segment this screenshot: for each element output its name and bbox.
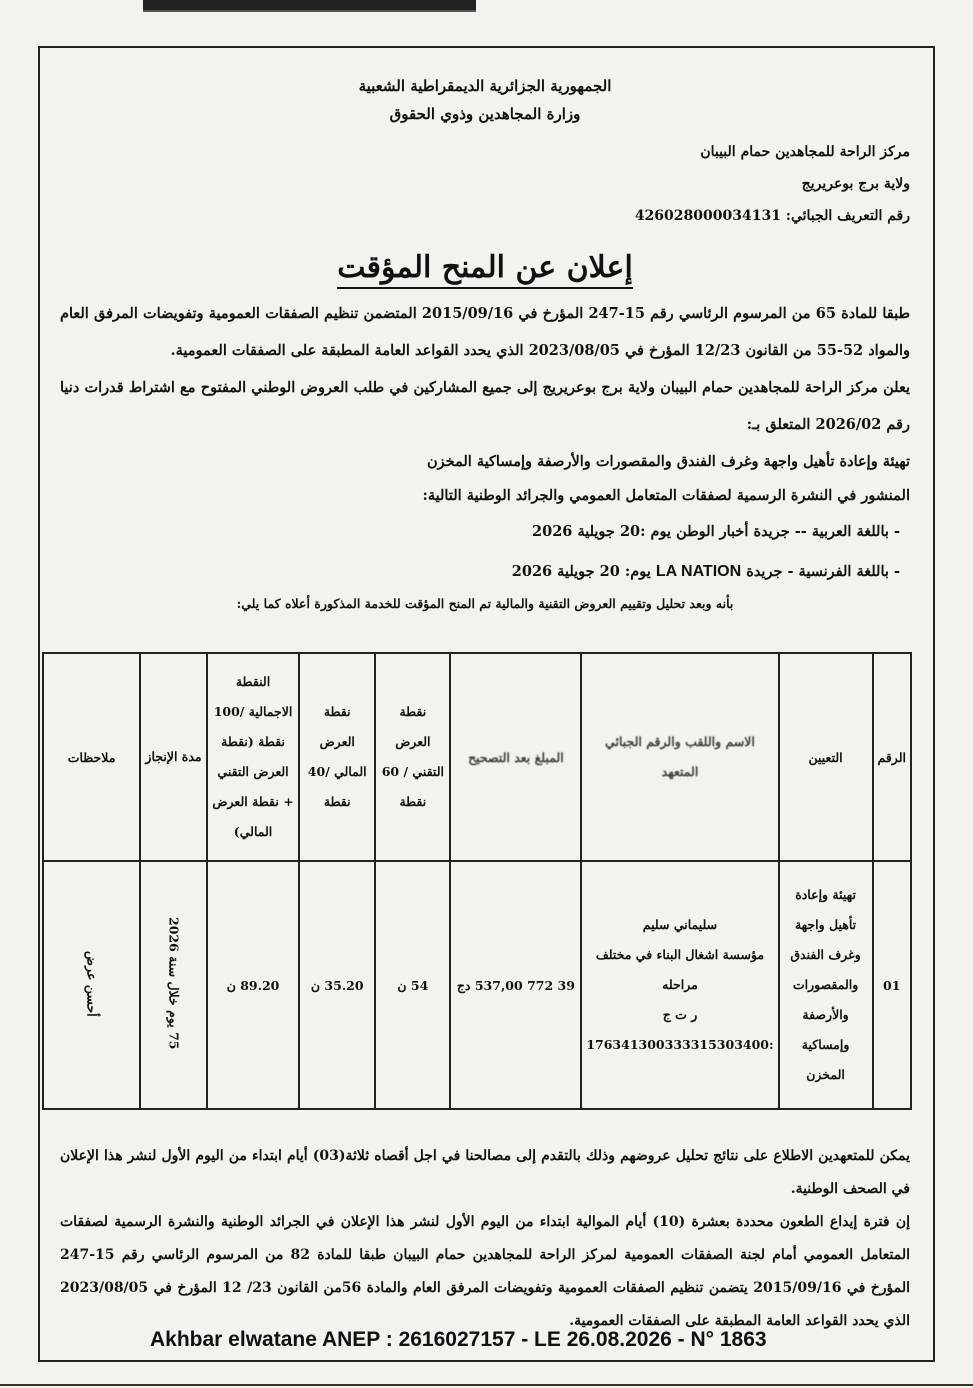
publication-french — [60, 552, 910, 592]
header-bidder-name: الاسم واللقب والرقم الجبائي المتعهد — [581, 653, 778, 861]
footer-section — [60, 1140, 910, 1338]
top-header-bar — [143, 0, 476, 12]
cell-technical-score: 54 ن — [375, 861, 450, 1109]
republic-header: الجمهورية الجزائرية الديمقراطية الشعبية — [358, 77, 612, 95]
table-row — [43, 861, 911, 1109]
header-financial-score: نقطة العرض المالي /40 نقطة — [299, 653, 375, 861]
publication-french-name: LA NATION — [655, 563, 742, 580]
bidder-company: مؤسسة اشغال البناء في مختلف مراحله — [595, 947, 765, 992]
table-header-row — [43, 653, 911, 861]
award-table — [42, 652, 912, 1110]
header-corrected-amount: المبلغ بعد التصحيح — [450, 653, 581, 861]
appeal-notice: إن فترة إيداع الطعون محددة بعشرة (10) أيام الموالية ابتداء من اليوم الأول لنشر هذا الإعلان في الجرائد الوطنية والنشرة الرسمية لصفقات المتعامل العمومي أمام لجنة الصفقات العمومية لمركز الراحة للمجاهدين حمام البيبان طبقا للمادة 82 من المرسوم الرئاسي رقم 15-247 المؤرخ في 2015/09/16 يتضمن تنظيم الصفقات العمومية وتفويضات المرفق العام والمادة 56من القانون 23/ 12 المؤرخ في 2023/08/05 الذي يحدد القواعد العامة المطبقة على الصفقات العمومية. — [60, 1214, 911, 1329]
bidder-name: سليماني سليم — [642, 917, 718, 932]
announcement-paragraph: يعلن مركز الراحة للمجاهدين حمام البيبان ولاية برج بوعريريج إلى جميع المشاركين في طلب العروض الوطني المفتوح مع اشتراط قدرات دنيا رقم 2026/02 المتعلق بـ: — [60, 379, 910, 433]
cell-total-score: 89.20 ن — [207, 861, 299, 1109]
page-title: إعلان عن المنح المؤقت — [60, 250, 910, 285]
bidder-tax-number: 176341300333315303400: — [586, 1037, 774, 1052]
cell-duration — [140, 861, 207, 1109]
header-remarks: ملاحظات — [43, 653, 140, 861]
review-notice: يمكن للمتعهدين الاطلاع على نتائج تحليل عروضهم وذلك بالتقدم إلى مصالحنا في اجل أقصاه ثلاثة(03) أيام ابتداء من اليوم الأول لنشر هذا الإعلان في الصحف الوطنية. — [60, 1148, 910, 1197]
header-technical-score: نقطة العرض التقني / 60 نقطة — [375, 653, 450, 861]
wilaya-name: ولاية برج بوعريريج — [801, 176, 910, 192]
duration-text: 75 يوم خلال سنة 2026 — [166, 917, 182, 1050]
bottom-divider — [0, 1384, 973, 1386]
ministry-header: وزارة المجاهدين وذوي الحقوق — [389, 105, 581, 123]
cell-amount: 39 772 537,00 دج — [450, 861, 581, 1109]
bidder-rc-label: ر ت ج — [662, 1007, 698, 1022]
publication-french-prefix: - باللغة الفرنسية - جريدة — [746, 563, 900, 580]
header-total-score: النقطة الاجمالية /100 نقطة (نقطة العرض التقني + نقطة العرض المالي) — [207, 653, 299, 861]
center-name: مركز الراحة للمجاهدين حمام البيبان — [700, 144, 910, 160]
cell-financial-score: 35.20 ن — [299, 861, 375, 1109]
announcement-body — [60, 72, 910, 613]
published-in-line: المنشور في النشرة الرسمية لصفقات المتعامل العمومي والجرائد الوطنية التالية: — [422, 487, 910, 504]
subject-line: تهيئة وإعادة تأهيل واجهة وغرف الفندق والمقصورات والأرصفة وإمساكية المخزن — [426, 453, 910, 470]
anep-reference: Akhbar elwatane ANEP : 2616027157 - LE 26.08.2026 - N° 1863 — [150, 1328, 767, 1351]
header-designation: التعيين — [779, 653, 873, 861]
legal-basis-paragraph: طبقا للمادة 65 من المرسوم الرئاسي رقم 15-247 المؤرخ في 2015/09/16 المتضمن تنظيم الصفقات العمومية وتفويضات المرفق العام والمواد 52-55 من القانون 12/23 المؤرخ في 2023/08/05 الذي يحدد القواعد العامة المطبقة على الصفقات العمومية. — [60, 305, 911, 359]
tax-id: رقم التعريف الجبائي: 426028000034131 — [634, 208, 910, 224]
cell-designation: تهيئة وإعادة تأهيل واجهة وغرف الفندق والمقصورات والأرصفة وإمساكية المخزن — [779, 861, 873, 1109]
publication-arabic: - باللغة العربية -- جريدة أخبار الوطن يوم :20 جويلية 2026 — [532, 523, 900, 540]
publication-french-date: يوم: 20 جويلية 2026 — [511, 563, 651, 580]
header-number: الرقم — [873, 653, 911, 861]
evaluation-note: بأنه وبعد تحليل وتقييم العروض التقنية والمالية تم المنح المؤقت للخدمة المذكورة أعلاه كما يلي: — [236, 596, 734, 611]
remarks-text: أحسن عرض — [84, 950, 100, 1017]
cell-number: 01 — [873, 861, 911, 1109]
header-duration: مدة الإنجاز — [140, 653, 207, 861]
cell-bidder — [581, 861, 778, 1109]
cell-remarks — [43, 861, 140, 1109]
